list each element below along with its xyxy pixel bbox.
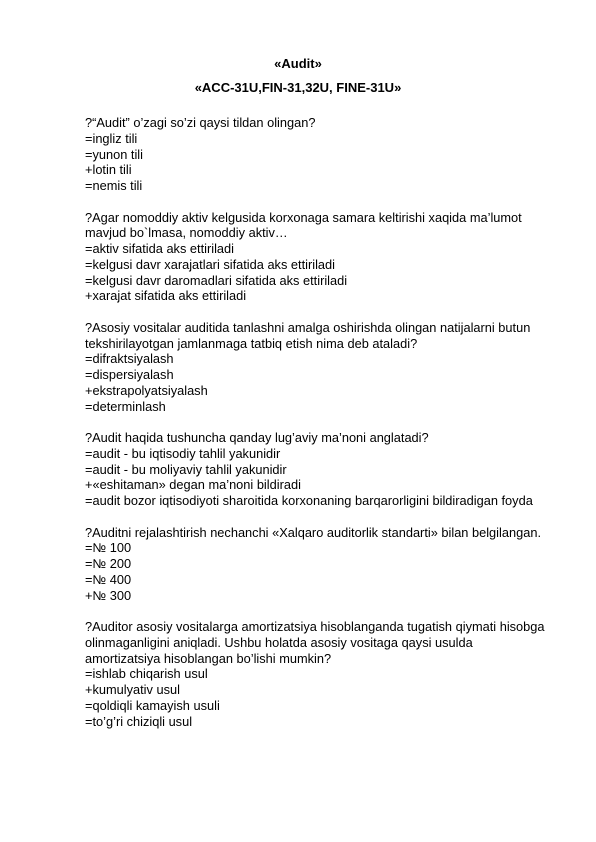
- question-text: ?Auditni rejalashtirish nechanchi «Xalqaro auditorlik standarti» bilan belgilangan.: [85, 524, 542, 540]
- question-text: ?Agar nomoddiy aktiv kelgusida korxonaga samara keltirishi xaqida ma’lumot mavjud bo`lmasa, nomoddiy aktiv…: [85, 209, 522, 241]
- answer-option-correct: +«eshitaman» degan ma’noni bildiradi: [85, 477, 301, 493]
- answer-option-correct: +kumulyativ usul: [85, 682, 180, 697]
- answer-option: =qoldiqli kamayish usuli: [85, 697, 220, 713]
- answer-option: =aktiv sifatida aks ettiriladi: [85, 241, 235, 256]
- question-block: [85, 115, 545, 194]
- answer-option: =ingliz tili: [85, 130, 138, 146]
- answer-option: =№ 400: [85, 571, 132, 587]
- answer-option: =yunon tili: [85, 146, 143, 162]
- answer-option-correct: +№ 300: [85, 587, 132, 603]
- question-text: ?“Audit” o’zagi so’zi qaysi tildan olingan?: [85, 115, 316, 130]
- question-block: [85, 619, 545, 729]
- answer-option: =dispersiyalash: [85, 367, 174, 382]
- answer-option: =№ 200: [85, 556, 132, 571]
- answer-option: =audit - bu iqtisodiy tahlil yakunidir: [85, 445, 281, 461]
- answer-option-correct: +lotin tili: [85, 162, 132, 178]
- answer-option: =determinlash: [85, 398, 166, 414]
- question-block: [85, 320, 545, 415]
- answer-option: =audit - bu moliyaviy tahlil yakunidir: [85, 461, 287, 477]
- answer-option-correct: +xarajat sifatida aks ettiriladi: [85, 288, 247, 304]
- question-list: [85, 115, 545, 745]
- question-text: ?Audit haqida tushuncha qanday lug’aviy ma’noni anglatadi?: [85, 430, 429, 445]
- question-text: ?Asosiy vositalar auditida tanlashni amalga oshirishda olingan natijalarni butun tekshirilayotgan jamlanmaga tatbiq etish nima deb ataladi?: [85, 319, 531, 351]
- answer-option: =difraktsiyalash: [85, 351, 174, 367]
- question-block: [85, 430, 545, 509]
- document-title: «Audit»: [274, 56, 322, 71]
- question-block: [85, 210, 545, 305]
- answer-option: =№ 100: [85, 540, 132, 556]
- document-subtitle: «ACC-31U,FIN-31,32U, FINE-31U»: [194, 80, 402, 95]
- question-block: [85, 525, 545, 604]
- answer-option: =ishlab chiqarish usul: [85, 666, 208, 682]
- answer-option-correct: +ekstrapolyatsiyalash: [85, 382, 208, 398]
- answer-option: =kelgusi davr daromadlari sifatida aks ettiriladi: [85, 272, 348, 288]
- answer-option: =nemis tili: [85, 178, 143, 193]
- answer-option: =kelgusi davr xarajatlari sifatida aks ettiriladi: [85, 256, 336, 272]
- question-text: ?Auditor asosiy vositalarga amortizatsiya hisoblanganda tugatish qiymati hisobga olinmaganligini aniqladi. Ushbu holatda asosiy vositaga qaysi usulda amortizatsiya hisoblangan bo’lishi mumkin?: [85, 619, 545, 666]
- answer-option: =audit bozor iqtisodiyoti sharoitida korxonaning barqarorligini bildiradigan foyda: [85, 493, 533, 508]
- answer-option: =to’g’ri chiziqli usul: [85, 713, 193, 729]
